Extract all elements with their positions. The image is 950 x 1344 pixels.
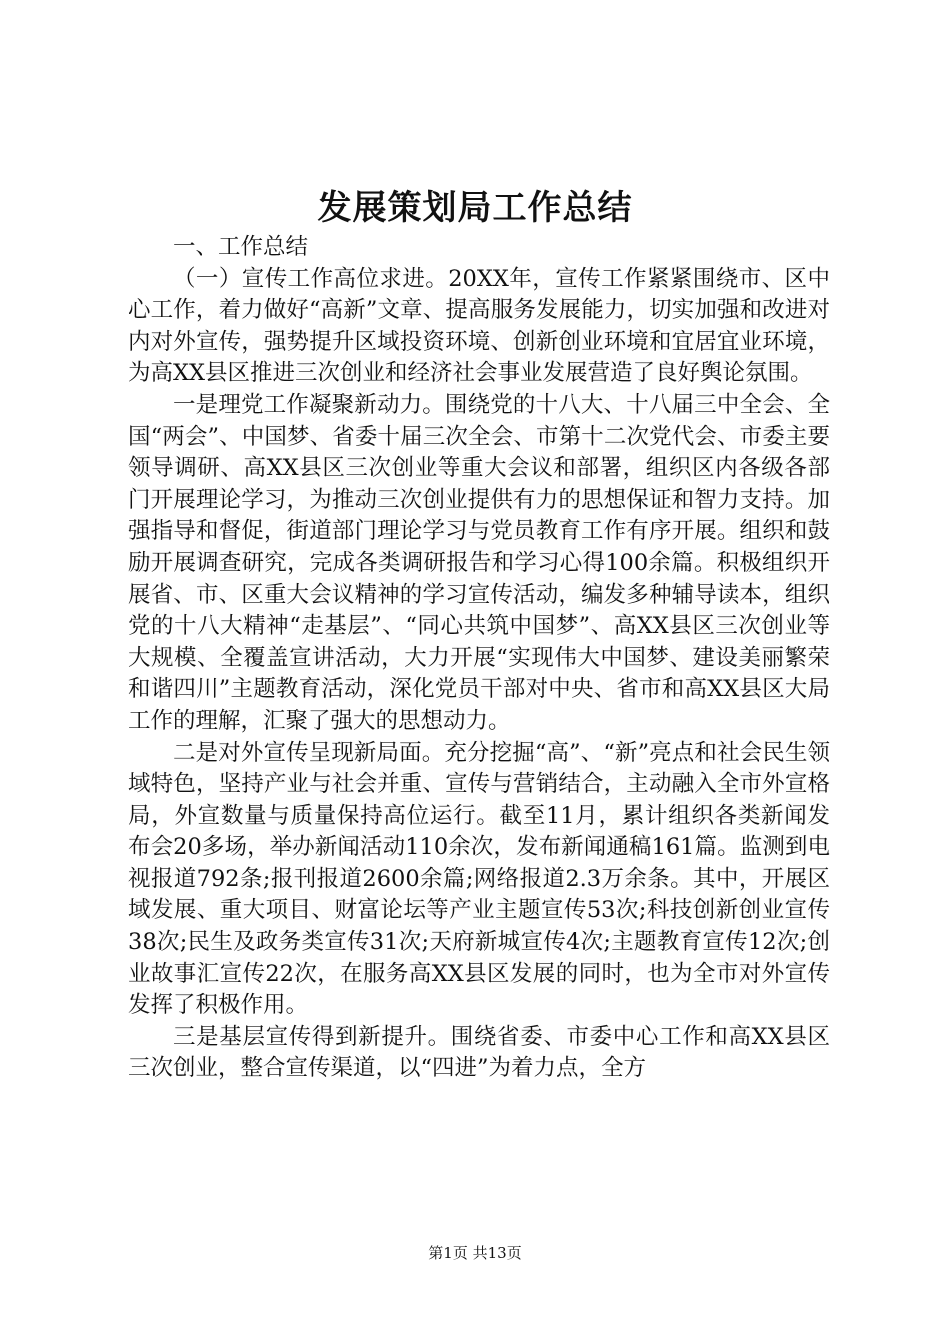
paragraph: （一）宣传工作高位求进。20XX年，宣传工作紧紧围绕市、区中心工作，着力做好“高新”文章、提高服务发展能力，切实加强和改进对内对外宣传，强势提升区域投资环境、创新创业环境和宜居宜业环境，为高XX县区推进三次创业和经济社会事业发展营造了良好舆论氛围。 (128, 265, 830, 387)
paragraph: 一是理党工作凝聚新动力。围绕党的十八大、十八届三中全会、全国“两会”、中国梦、省委十届三次全会、市第十二次党代会、市委主要领导调研、高XX县区三次创业等重大会议和部署，组织区内各级各部门开展理论学习，为推动三次创业提供有力的思想保证和智力支持。加强指导和督促，街道部门理论学习与党员教育工作有序开展。组织和鼓励开展调查研究，完成各类调研报告和学习心得100余篇。积极组织开展省、市、区重大会议精神的学习宣传活动，编发多种辅导读本，组织党的十八大精神“走基层”、“同心共筑中国梦”、高XX县区三次创业等大规模、全覆盖宣讲活动，大力开展“实现伟大中国梦、建设美丽繁荣和谐四川”主题教育活动，深化党员干部对中央、省市和高XX县区大局工作的理解，汇聚了强大的思想动力。 (128, 391, 830, 734)
paragraph: 二是对外宣传呈现新局面。充分挖掘“高”、“新”亮点和社会民生领域特色，坚持产业与社会并重、宣传与营销结合，主动融入全市外宣格局，外宣数量与质量保持高位运行。截至11月，累计组织各类新闻发布会20多场，举办新闻活动110余次，发布新闻通稿161篇。监测到电视报道792条;报刊报道2600余篇;网络报道2.3万余条。其中，开展区域发展、重大项目、财富论坛等产业主题宣传53次;科技创新创业宣传38次;民生及政务类宣传31次;天府新城宣传4次;主题教育宣传12次;创业故事汇宣传22次，在服务高XX县区发展的同时，也为全市对外宣传发挥了积极作用。 (128, 739, 830, 1019)
document-body (128, 232, 830, 1085)
document-title: 发展策划局工作总结 (317, 188, 633, 228)
page-number-footer: 第1页 共13页 (428, 1244, 522, 1262)
paragraph: 三是基层宣传得到新提升。围绕省委、市委中心工作和高XX县区三次创业，整合宣传渠道，以“四进”为着力点，全方 (128, 1023, 830, 1082)
section-heading: 一、工作总结 (173, 234, 309, 260)
